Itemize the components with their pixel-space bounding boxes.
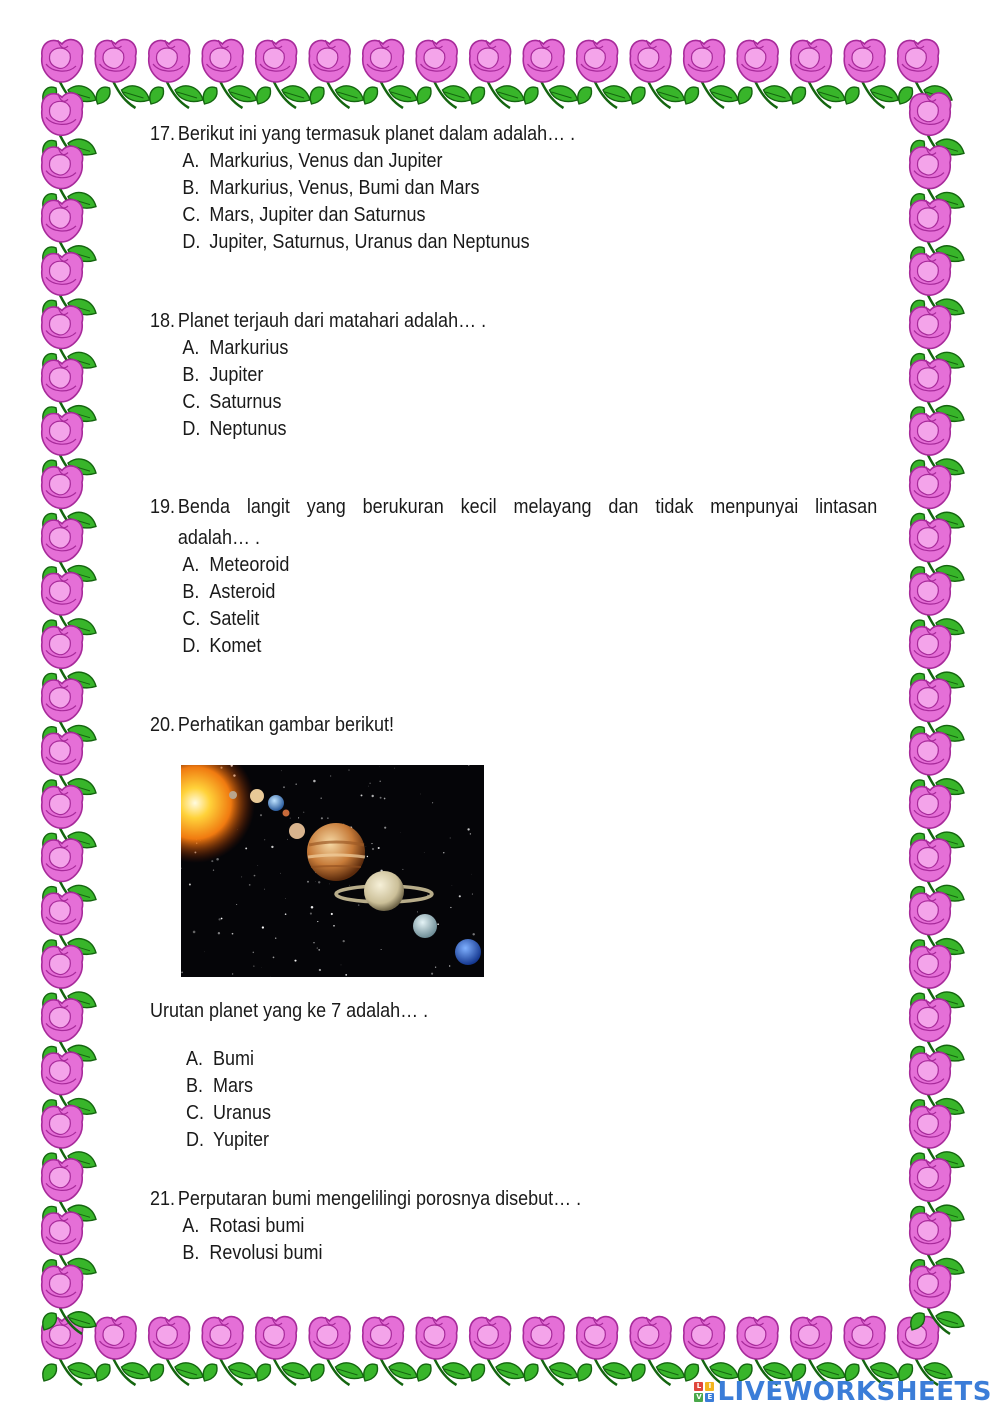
option-d[interactable] [186,1127,271,1154]
star [367,856,368,857]
option-d[interactable] [182,633,877,660]
star [330,775,331,776]
star [317,921,318,922]
planet-venus [250,789,264,803]
option-text: Saturnus [209,391,282,413]
rose-decoration [95,40,149,108]
planet-mercury [229,791,237,799]
option-text: Rotasi bumi [209,1215,305,1237]
star [213,870,214,871]
star [232,933,234,935]
rose-decoration [309,1317,363,1385]
star [345,974,347,976]
star [369,783,370,784]
option-b[interactable] [182,579,877,606]
option-a[interactable] [182,1213,805,1240]
logo-letter: V [696,1393,702,1401]
options-list [150,552,877,660]
question-number: 17. [150,123,176,145]
star [329,884,330,885]
star [331,913,333,915]
rose-decoration [737,40,791,108]
question-19 [150,494,877,660]
star [349,885,350,886]
option-c[interactable] [182,606,877,633]
option-d[interactable] [182,416,805,443]
option-letter: B. [182,177,200,199]
question-text-line-2: adalah… . [177,527,260,549]
rose-decoration [416,40,470,108]
rose-decoration [684,40,738,108]
star [449,965,450,966]
rose-decoration [149,40,203,108]
option-letter: C. [182,608,201,630]
option-text: Jupiter [209,364,264,386]
star [343,940,345,942]
option-letter: A. [182,1215,200,1237]
rose-decoration [630,40,684,108]
star [424,852,425,853]
star [218,918,220,920]
option-letter: D. [182,231,201,253]
question-number: 20. [150,714,176,736]
question-number: 21. [150,1188,176,1210]
star [327,817,328,818]
question-21 [150,1186,805,1267]
star [450,907,451,908]
star [273,957,275,959]
option-text: Meteoroid [209,554,290,576]
star [275,937,276,938]
star [260,814,262,816]
star [311,906,314,909]
option-text: Mars, Jupiter dan Saturnus [209,204,426,226]
options-list [150,335,805,443]
planet-mars-small [283,810,290,817]
option-b[interactable] [182,1240,805,1267]
rose-decoration [202,40,256,108]
question-20-followup: Urutan planet yang ke 7 adalah… . [150,1000,429,1022]
star [245,847,247,849]
option-letter: D. [186,1129,204,1151]
question-20-options [186,1046,271,1154]
option-letter: B. [182,1242,200,1264]
option-a[interactable] [182,552,877,579]
option-letter: C. [182,391,201,413]
star [372,795,374,797]
rose-decoration [256,1317,310,1385]
option-text: Markurius, Venus, Bumi dan Mars [209,177,480,199]
logo-letter: I [705,1382,714,1391]
rose-decoration [844,40,898,108]
star [262,926,264,928]
rose-decoration [95,1317,149,1385]
question-text: Planet terjauh dari matahari adalah… . [177,310,487,332]
star [472,933,474,935]
star [341,965,342,966]
planet-saturn [364,871,404,911]
option-letter: D. [182,418,201,440]
star [372,848,374,850]
star [467,828,469,830]
question-17 [150,121,805,256]
star [333,925,335,927]
logo-letter: E [705,1393,714,1402]
option-a[interactable] [182,335,805,362]
star [379,780,381,782]
rose-decoration [416,1317,470,1385]
star [221,918,223,920]
rose-decoration [577,1317,631,1385]
option-a[interactable] [182,148,805,175]
rose-decoration [523,40,577,108]
option-b[interactable] [182,362,805,389]
question-text: Perputaran bumi mengelilingi porosnya disebut… . [177,1188,582,1210]
star [378,847,380,849]
star [394,768,395,769]
option-letter: D. [182,635,201,657]
rose-decoration [470,1317,524,1385]
option-letter: A. [182,337,200,359]
rose-decoration [363,40,417,108]
star [241,876,242,877]
star [450,838,451,839]
option-text: Yupiter [213,1129,270,1151]
option-c[interactable] [182,202,805,229]
option-b[interactable] [182,175,805,202]
option-text: Markurius [209,337,289,359]
star [371,843,372,844]
star [437,923,439,925]
star [317,947,318,948]
star [402,869,403,870]
option-text: Asteroid [209,581,276,603]
star [318,949,320,951]
planet-uranus [413,914,437,938]
option-letter: B. [182,581,200,603]
star [287,839,288,840]
option-c[interactable] [186,1100,271,1127]
option-text: Uranus [213,1102,272,1124]
star [307,881,309,883]
option-letter: B. [182,364,200,386]
rose-decoration [202,1317,256,1385]
star [321,817,323,819]
star [368,786,369,787]
rose-decoration [149,1317,203,1385]
star [431,973,433,975]
star [313,942,314,943]
option-b[interactable] [186,1073,271,1100]
option-a[interactable] [186,1046,271,1073]
planet-jupiter [307,823,365,881]
star [320,797,321,798]
star [310,913,312,915]
star [313,780,316,783]
liveworksheets-logo-icon [694,1382,714,1402]
star [290,818,291,819]
star [253,966,254,967]
star [236,904,237,905]
rose-decoration [309,40,363,108]
star [253,952,254,953]
star [452,885,453,886]
rose-decoration [470,40,524,108]
star [361,794,363,796]
rose-decoration [256,40,310,108]
star [472,894,473,895]
option-letter: C. [186,1102,204,1124]
star [358,904,359,905]
star [264,839,265,840]
star [459,895,461,897]
star [380,797,382,799]
star [189,884,191,886]
option-letter: A. [186,1048,204,1070]
solar-system-image [181,765,484,977]
star [366,846,367,847]
option-text: Markurius, Venus dan Jupiter [209,150,443,172]
liveworksheets-logo[interactable] [694,1375,992,1409]
question-text: Perhatikan gambar berikut! [177,714,395,736]
star [232,973,233,974]
star [417,911,418,912]
question-text-line-1: Benda langit yang berukuran kecil melayang dan tidak menpunyai lintasan [177,496,878,518]
question-number: 18. [150,310,176,332]
rose-decoration [791,40,845,108]
logo-letter: L [694,1382,703,1391]
star [285,913,287,915]
star [294,960,296,962]
option-letter: B. [186,1075,204,1097]
star [435,967,436,968]
star [258,865,259,866]
options-list [150,148,805,256]
option-text: Revolusi bumi [209,1242,323,1264]
question-number: 19. [150,496,176,518]
star [420,794,421,795]
option-letter: A. [182,150,200,172]
star [218,932,220,934]
rose-decoration [577,40,631,108]
star [283,786,285,788]
option-text: Mars [213,1075,254,1097]
star [271,846,273,848]
star [381,949,382,950]
star [295,783,297,785]
star [443,852,444,853]
option-letter: A. [182,554,200,576]
star [204,952,205,953]
planet-neptune [455,939,481,965]
option-c[interactable] [182,389,805,416]
star [193,931,196,934]
star [432,802,433,803]
star [181,972,183,974]
option-text: Neptunus [209,418,287,440]
logo-text: LIVEWORKSHEETS [717,1377,992,1407]
question-text: Berikut ini yang termasuk planet dalam adalah… . [177,123,576,145]
star [249,884,251,886]
star [348,770,349,771]
option-text: Jupiter, Saturnus, Uranus dan Neptunus [209,231,530,253]
rose-decoration [523,1317,577,1385]
rose-decoration [630,1317,684,1385]
planet-mars [289,823,305,839]
rose-decoration [910,1265,964,1333]
star [264,889,265,890]
question-20 [150,712,805,739]
star [384,827,386,829]
star [298,817,299,818]
star [384,798,386,800]
option-text: Bumi [213,1048,255,1070]
options-list [150,1213,805,1267]
planet-earth [268,795,284,811]
option-text: Satelit [209,608,260,630]
star [285,898,286,899]
star [281,771,282,772]
star [319,969,321,971]
star [470,833,471,834]
option-text: Komet [209,635,262,657]
rose-decoration [363,1317,417,1385]
star [303,812,304,813]
question-18 [150,308,805,443]
option-d[interactable] [182,229,805,256]
option-letter: C. [182,204,201,226]
star [280,873,281,874]
rose-decoration [42,1265,96,1333]
star [318,881,320,883]
star [254,875,256,877]
